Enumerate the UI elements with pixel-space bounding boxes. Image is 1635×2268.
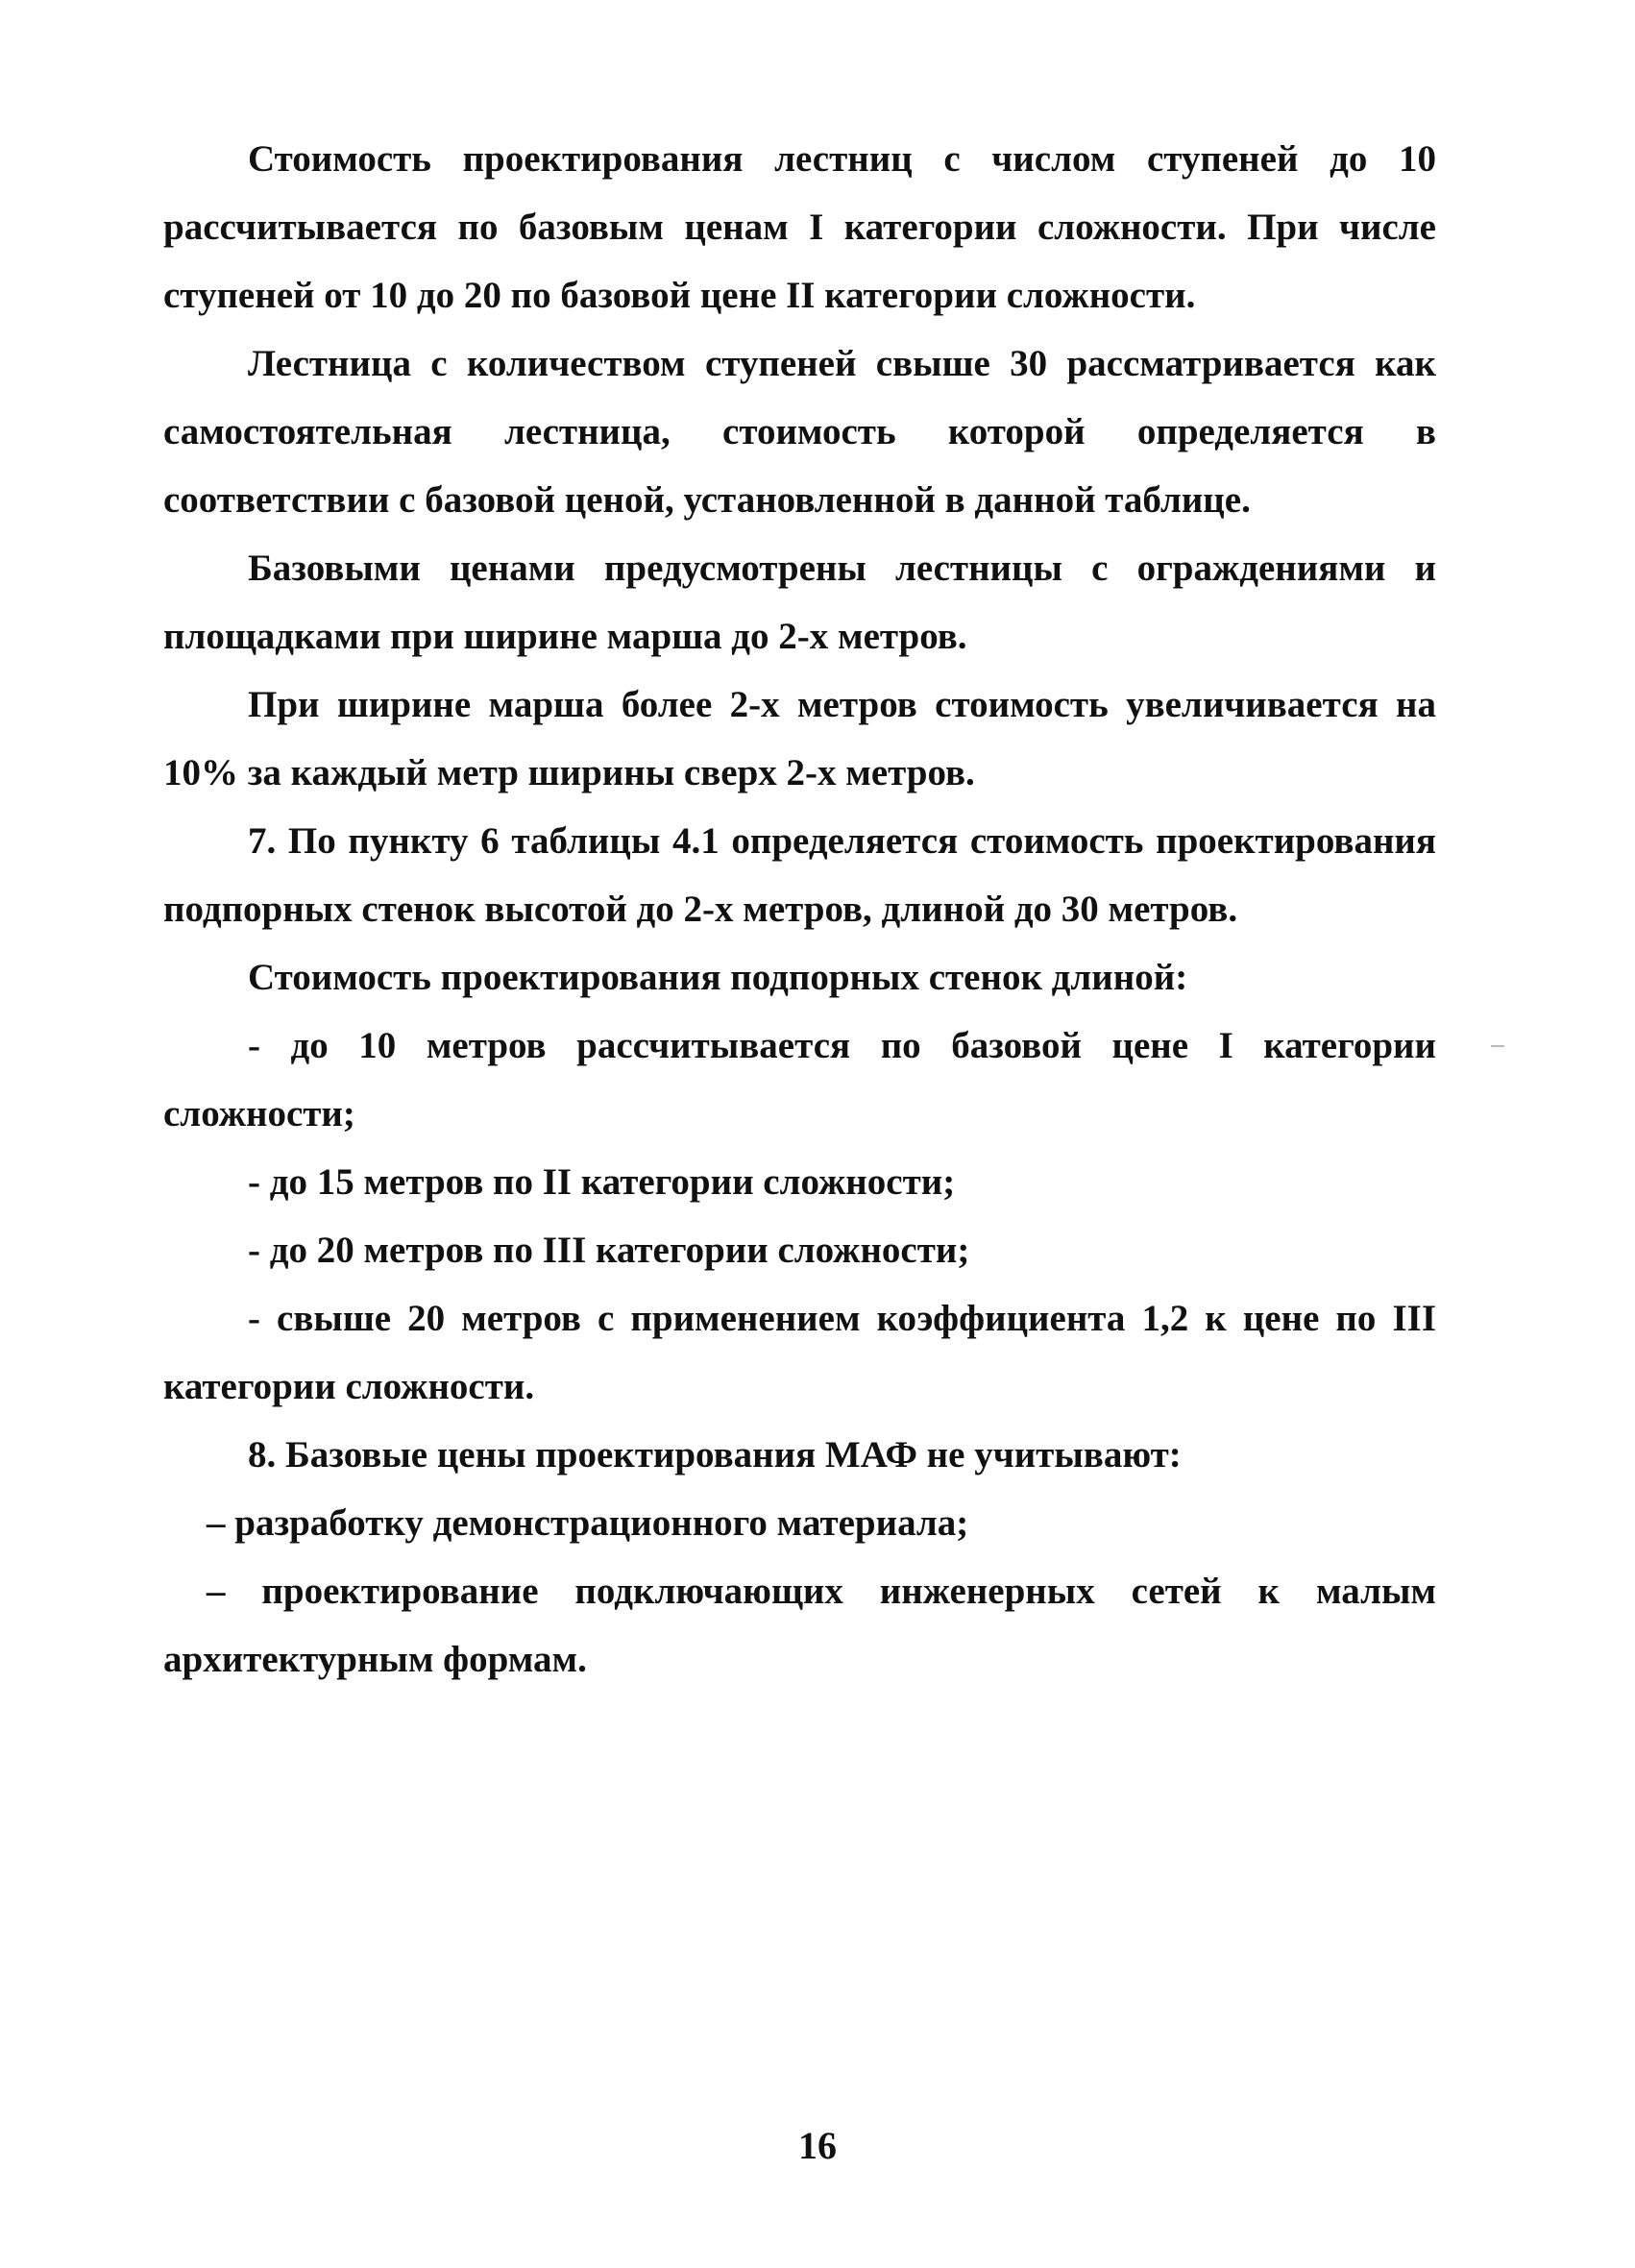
page-number: 16 (798, 2124, 837, 2167)
body-text (163, 125, 1436, 1694)
list-item-up-to-15m: - до 15 метров по II категории сложности; (248, 1161, 956, 1203)
scan-margin-mark (1491, 1045, 1504, 1047)
paragraph-wide-march: При ширине марша более 2-х метров стоимость увеличивается на 10% за каждый метр ширины сверх 2-х метров. (163, 684, 1436, 793)
list-item-up-to-20m: - до 20 метров по III категории сложности; (248, 1230, 970, 1271)
list-item-engineering-networks: – проектирование подключающих инженерных сетей к малым архитектурным формам. (163, 1571, 1436, 1680)
paragraph-item-8: 8. Базовые цены проектирования МАФ не учитывают: (248, 1434, 1182, 1475)
list-item-up-to-10m: - до 10 метров рассчитывается по базовой цене I категории сложности; (163, 1025, 1436, 1134)
paragraph-base-prices-include: Базовыми ценами предусмотрены лестницы с ограждениями и площадками при ширине марша до 2-х метров. (163, 548, 1436, 657)
list-item-over-20m: - свыше 20 метров с применением коэффициента 1,2 к цене по III категории сложности. (163, 1298, 1436, 1407)
paragraph-stairs-over-30: Лестница с количеством ступеней свыше 30 рассматривается как самостоятельная лестница, стоимость которой определяется в соответствии с базовой ценой, установленной в данной таблице. (163, 343, 1436, 521)
paragraph-item-7: 7. По пункту 6 таблицы 4.1 определяется стоимость проектирования подпорных стенок высотой до 2-х метров, длиной до 30 метров. (163, 820, 1436, 930)
paragraph-retaining-walls-intro: Стоимость проектирования подпорных стенок длиной: (248, 957, 1188, 998)
list-item-demo-material: – разработку демонстрационного материала; (207, 1502, 969, 1544)
paragraph-stairs-pricing: Стоимость проектирования лестниц с числом ступеней до 10 рассчитывается по базовым ценам I категории сложности. При числе ступеней от 10 до 20 по базовой цене II категории сложности. (163, 138, 1436, 316)
